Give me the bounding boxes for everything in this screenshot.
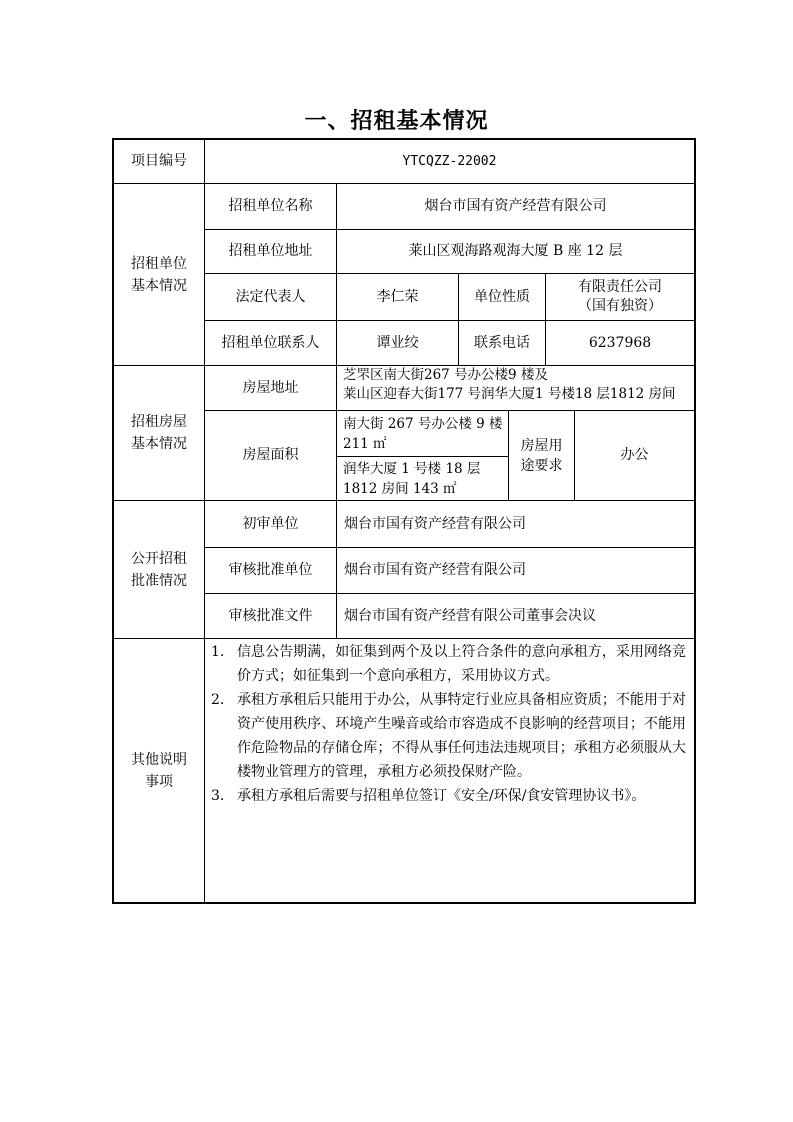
note-item: [208, 640, 692, 688]
unit-nature-line2: （国有独资）: [578, 298, 662, 314]
project-number-value: YTCQZZ-22002: [402, 154, 497, 169]
phone-label: 联系电话: [474, 334, 530, 351]
property-use-value: 办公: [620, 447, 649, 463]
approval-doc-label: 审核批准文件: [228, 607, 313, 624]
other-notes-list: [208, 640, 692, 808]
property-address-line2: 莱山区迎春大街177 号润华大厦1 号楼18 层1812 房间: [343, 386, 676, 402]
project-number-label: 项目编号: [131, 153, 187, 169]
property-address-label: 房屋地址: [242, 379, 299, 396]
note-number: 1.: [211, 644, 225, 660]
contact-value: 谭业绞: [376, 334, 419, 351]
property-area-2: 润华大厦 1 号楼 18 层 1812 房间 143 ㎡: [343, 460, 481, 497]
note-item: [208, 784, 692, 808]
property-area-label: 房屋面积: [242, 447, 299, 463]
lessor-name-value: 烟台市国有资产经营有限公司: [424, 198, 607, 214]
contact-label: 招租单位联系人: [221, 334, 320, 351]
property-area-1: 南大街 267 号办公楼 9 楼 211 ㎡: [343, 415, 503, 452]
approval-section-label: 公开招租 批准情况: [131, 550, 187, 589]
approver-label: 审核批准单位: [228, 562, 313, 578]
lessor-address-value: 莱山区观海路观海大厦 B 座 12 层: [408, 243, 623, 259]
other-section-label: 其他说明 事项: [131, 751, 187, 790]
page-title: 一、招租基本情况: [304, 108, 489, 134]
note-number: 3.: [211, 788, 225, 804]
property-use-label: 房屋用 途要求: [520, 437, 563, 474]
unit-nature-value: [546, 274, 694, 320]
note-number: 2.: [211, 692, 225, 708]
initial-review-label: 初审单位: [242, 515, 299, 532]
note-text: 信息公告期满，如征集到两个及以上符合条件的意向承租方，采用网络竞价方式；如征集到一个意向承租方，采用协议方式。: [237, 644, 686, 684]
unit-nature-label: 单位性质: [474, 288, 530, 305]
initial-review-value: 烟台市国有资产经营有限公司: [344, 515, 526, 532]
phone-value: 6237968: [588, 334, 652, 351]
approver-value: 烟台市国有资产经营有限公司: [344, 562, 526, 578]
property-section-label: 招租房屋 基本情况: [131, 414, 187, 452]
note-text: 承租方承租后需要与招租单位签订《安全/环保/食安管理协议书》。: [237, 788, 646, 804]
property-address-value: [337, 366, 694, 410]
lessor-section-label: 招租单位 基本情况: [131, 255, 187, 294]
legal-rep-value: 李仁荣: [376, 288, 419, 305]
approval-doc-value: 烟台市国有资产经营有限公司董事会决议: [344, 607, 596, 624]
note-text: 承租方承租后只能用于办公，从事特定行业应具备相应资质；不能用于对资产使用秩序、环境产生噪音或给市容造成不良影响的经营项目；不能用作危险物品的存储仓库；不得从事任何违法违规项目；承租方必须服从大楼物业管理方的管理，承租方必须投保财产险。: [237, 692, 686, 780]
legal-rep-label: 法定代表人: [235, 288, 306, 305]
note-item: [208, 688, 692, 784]
unit-nature-line1: 有限责任公司: [578, 279, 662, 295]
lessor-name-label: 招租单位名称: [228, 198, 313, 214]
lessor-address-label: 招租单位地址: [228, 243, 313, 259]
property-address-line1: 芝罘区南大街267 号办公楼9 楼及: [343, 367, 548, 383]
